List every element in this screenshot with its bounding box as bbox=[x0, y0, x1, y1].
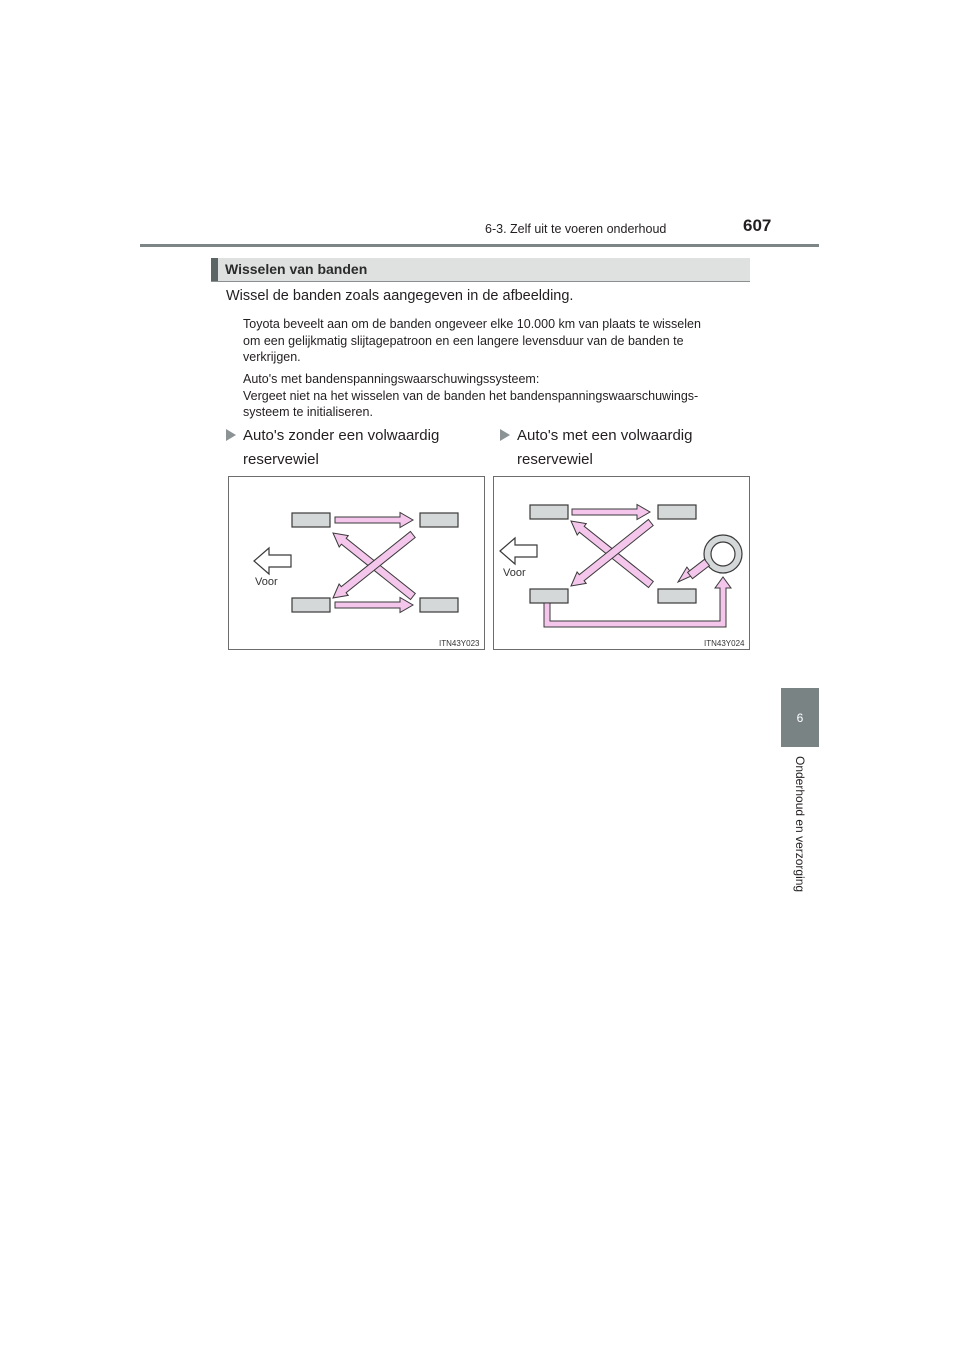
spare-tire-icon bbox=[704, 535, 742, 573]
bullet-triangle-icon bbox=[226, 429, 236, 441]
tire-rear-left bbox=[658, 505, 696, 519]
rotation-diagram-graphic bbox=[229, 477, 486, 651]
figure-code: ITN43Y024 bbox=[704, 639, 745, 648]
note-line: systeem te initialiseren. bbox=[243, 405, 373, 419]
chapter-label bbox=[784, 756, 816, 906]
front-arrow-icon bbox=[254, 548, 291, 574]
tire-front-left bbox=[530, 505, 568, 519]
section-title: Wisselen van banden bbox=[225, 261, 368, 277]
rotation-diagram-graphic bbox=[494, 477, 751, 651]
note-line: verkrijgen. bbox=[243, 350, 301, 364]
note-line: Auto's met bandenspanningswaarschuwingssysteem: bbox=[243, 372, 540, 386]
rotation-diagram-with-spare bbox=[493, 476, 750, 650]
case-heading-without-spare bbox=[226, 424, 476, 474]
tire-rear-right bbox=[420, 598, 458, 612]
note-line: om een gelijkmatig slijtagepatroon en een langere levensduur van de banden te bbox=[243, 333, 684, 348]
tire-front-left bbox=[292, 513, 330, 527]
front-label: Voor bbox=[503, 567, 526, 579]
figure-code: ITN43Y023 bbox=[439, 639, 480, 648]
chapter-title: Onderhoud en verzorging bbox=[793, 756, 807, 893]
tire-front-right bbox=[530, 589, 568, 603]
bullet-triangle-icon bbox=[500, 429, 510, 441]
tire-rear-left bbox=[420, 513, 458, 527]
rotation-arrow-top bbox=[572, 505, 650, 520]
rotation-arrow-top bbox=[335, 513, 413, 528]
case-label: Auto's met een volwaardig reservewiel bbox=[517, 427, 693, 468]
case-heading-with-spare bbox=[500, 424, 750, 474]
page-number: 607 bbox=[743, 216, 772, 235]
case-label: Auto's zonder een volwaardig reservewiel bbox=[243, 427, 440, 468]
front-label: Voor bbox=[255, 576, 278, 588]
tpws-note bbox=[243, 371, 745, 421]
rotation-arrow-bottom bbox=[335, 598, 413, 613]
rotation-diagram-without-spare bbox=[228, 476, 485, 650]
section-intro: Wissel de banden zoals aangegeven in de afbeelding. bbox=[226, 288, 574, 304]
header-section-title: 6-3. Zelf uit te voeren onderhoud bbox=[485, 222, 667, 236]
rotation-arrow-spare-shaft bbox=[688, 559, 710, 578]
front-arrow-icon bbox=[500, 538, 537, 564]
rotation-note bbox=[243, 316, 745, 366]
tire-front-right bbox=[292, 598, 330, 612]
chapter-number: 6 bbox=[796, 710, 804, 725]
section-heading-bar bbox=[211, 258, 750, 282]
header-divider bbox=[140, 244, 819, 247]
tire-rear-right bbox=[658, 589, 696, 603]
note-line: Vergeet niet na het wisselen van de banden het bandenspanningswaarschuwings- bbox=[243, 388, 699, 403]
chapter-tab bbox=[781, 688, 819, 747]
note-line: Toyota beveelt aan om de banden ongeveer elke 10.000 km van plaats te wisselen bbox=[243, 317, 701, 331]
section-heading-accent bbox=[211, 258, 218, 281]
